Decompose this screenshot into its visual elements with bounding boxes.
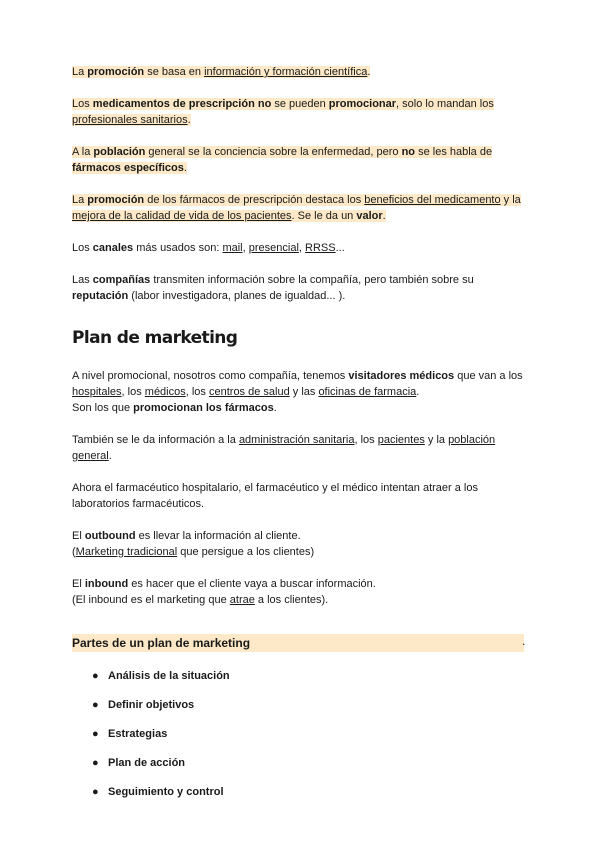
subheading-row	[72, 634, 532, 652]
paragraph-farmaceutico: Ahora el farmacéutico hospitalario, el farmacéutico y el médico intentan atraer a los laboratorios farmacéuticos.	[72, 482, 478, 510]
paragraph-informacion: También se le da información a la administración sanitaria, los pacientes y la población general.	[72, 434, 496, 462]
subheading-dot: .	[522, 634, 526, 648]
document-page	[72, 64, 532, 813]
paragraph-companias: Las compañías transmiten información sobre la compañía, pero también sobre su reputación (labor investigadora, planes de igualdad... ).	[72, 274, 474, 302]
section-heading: Plan de marketing	[72, 328, 238, 348]
paragraph-promocional: A nivel promocional, nosotros como compañía, tenemos visitadores médicos que van a los hospitales, los médicos, los centros de salud y las oficinas de farmacia. Son los que promocionan los fármacos.	[72, 370, 523, 414]
paragraph-beneficios: La promoción de los fármacos de prescripción destaca los beneficios del medicamento y la mejora de la calidad de vida de los pacientes. Se le da un valor.	[72, 194, 521, 222]
bullet-icon: ●	[92, 670, 99, 682]
bullet-icon: ●	[92, 786, 99, 798]
list-item: ● Plan de acción	[92, 757, 186, 769]
subheading: Partes de un plan de marketing	[72, 634, 524, 652]
bullet-icon: ●	[92, 699, 99, 711]
list-item: ● Definir objetivos	[92, 699, 195, 711]
list-item: ● Seguimiento y control	[92, 786, 224, 798]
bullet-icon: ●	[92, 728, 99, 740]
parts-list	[72, 668, 532, 800]
paragraph-outbound: El outbound es llevar la información al cliente. (Marketing tradicional que persigue a los clientes)	[72, 530, 315, 558]
paragraph-medicamentos: Los medicamentos de prescripción no se pueden promocionar, solo lo mandan los profesionales sanitarios.	[72, 98, 494, 126]
paragraph-promocion: La promoción se basa en información y formación científica.	[72, 66, 371, 78]
paragraph-canales: Los canales más usados son: mail, presencial, RRSS...	[72, 242, 345, 254]
bullet-icon: ●	[92, 757, 99, 769]
paragraph-poblacion: A la población general se la conciencia sobre la enfermedad, pero no se les habla de fármacos específicos.	[72, 146, 493, 174]
list-item: ● Análisis de la situación	[92, 670, 230, 682]
list-item: ● Estrategias	[92, 728, 168, 740]
paragraph-inbound: El inbound es hacer que el cliente vaya a buscar información. (El inbound es el marketing que atrae a los clientes).	[72, 578, 376, 606]
